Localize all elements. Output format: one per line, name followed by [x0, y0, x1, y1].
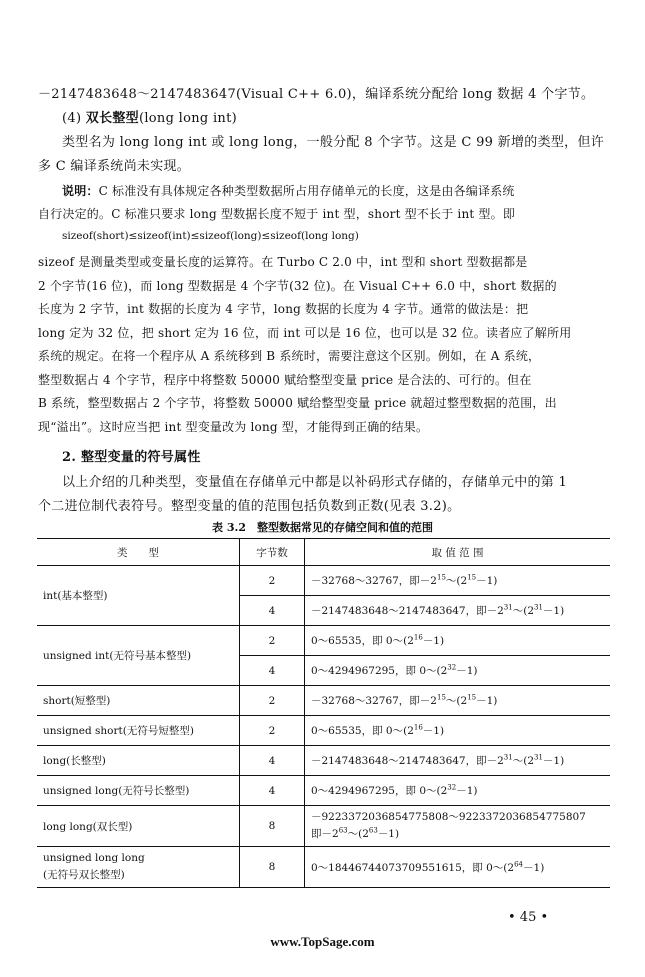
- type-cell: int(基本整型): [37, 566, 240, 626]
- footer-url: www.TopSage.com: [270, 934, 375, 949]
- range-cell: －2147483648～2147483647，即$-2^{31}\sim(2^{31}-1)$: [305, 596, 611, 626]
- header-bytes: 字节数: [240, 539, 305, 566]
- table-row: [37, 776, 610, 806]
- note-line: 系统的规定。在将一个程序从 A 系统移到 B 系统时，需要注意这个区别。例如，在 A 系统，: [38, 349, 541, 363]
- page-number: • 45 •: [508, 910, 549, 925]
- note-line: B 系统，整型数据占 2 个字节，将整数 50000 赋给整型变量 price 就超过整型数据的范围，出: [38, 396, 557, 410]
- bytes-cell: 2: [240, 716, 305, 746]
- table-row: [37, 806, 610, 847]
- note-line: 现“溢出”。这时应当把 int 型变量改为 long 型，才能得到正确的结果。: [38, 420, 429, 434]
- bytes-cell: 4: [240, 776, 305, 806]
- range-cell: －32768～32767，即$-2^{15}\sim(2^{15}-1)$: [305, 566, 611, 596]
- type-cell: short(短整型): [37, 686, 240, 716]
- formula: sizeof(short)≤sizeof(int)≤sizeof(long)≤sizeof(long long): [62, 230, 359, 242]
- note-line: long 定为 32 位，把 short 定为 16 位，而 int 可以是 16 位，也可以是 32 位。读者应了解所用: [38, 326, 572, 340]
- bytes-cell: 2: [240, 686, 305, 716]
- range-cell: 0～18446744073709551615，即 $0\sim(2^{64}-1)$: [305, 847, 611, 888]
- range-cell: 0～65535，即 $0\sim(2^{16}-1)$: [305, 626, 611, 656]
- text-line: 以上介绍的几种类型，变量值在存储单元中都是以补码形式存储的，存储单元中的第 1: [62, 475, 568, 490]
- type-cell: long(长整型): [37, 746, 240, 776]
- range-cell: －2147483648～2147483647，即$-2^{31}\sim(2^{31}-1)$: [305, 746, 611, 776]
- bytes-cell: 4: [240, 746, 305, 776]
- bytes-cell: 2: [240, 626, 305, 656]
- table-row: [37, 716, 610, 746]
- note-line: 2 个字节(16 位)，而 long 型数据是 4 个字节(32 位)。在 Visual C++ 6.0 中，short 数据的: [38, 279, 557, 293]
- table-header-row: [37, 539, 610, 566]
- range-cell: －9223372036854775808～9223372036854775807 即$-2^{63}\sim(2^{63}-1)$: [305, 806, 611, 847]
- table-row: [37, 746, 610, 776]
- bytes-cell: 4: [240, 596, 305, 626]
- bytes-cell: 4: [240, 656, 305, 686]
- section-heading: 2. 整型变量的符号属性: [62, 450, 201, 465]
- range-cell: 0～4294967295，即 $0\sim(2^{32}-1)$: [305, 776, 611, 806]
- table-row: [37, 847, 610, 888]
- note-line: 长度为 2 字节，int 数据的长度为 4 字节，long 数据的长度为 4 字节。通常的做法是：把: [38, 302, 529, 316]
- text-line: 个二进位制代表符号。整型变量的值的范围包括负数到正数(见表 3.2)。: [38, 499, 461, 514]
- text-line: 多 C 编译系统尚未实现。: [38, 159, 191, 174]
- table-row: [37, 626, 610, 656]
- table-caption: 表 3.2 整型数据常见的存储空间和值的范围: [212, 521, 433, 534]
- table-row: [37, 686, 610, 716]
- header-range: 取 值 范 围: [305, 539, 611, 566]
- header-type: 类 型: [37, 539, 240, 566]
- type-cell: unsigned long long (无符号双长整型): [43, 852, 145, 881]
- bytes-cell: 2: [240, 566, 305, 596]
- bytes-cell: 8: [240, 806, 305, 847]
- table-row: [37, 566, 610, 596]
- type-cell: long long(双长型): [37, 806, 240, 847]
- bytes-cell: 8: [240, 847, 305, 888]
- type-cell: unsigned long(无符号长整型): [37, 776, 240, 806]
- subsection-heading: (4) 双长整型(long long int): [62, 111, 237, 126]
- range-cell: 0～65535，即 $0\sim(2^{16}-1)$: [305, 716, 611, 746]
- note-line: 说明：C 标准没有具体规定各种类型数据所占用存储单元的长度，这是由各编译系统: [62, 184, 515, 198]
- type-cell: unsigned int(无符号基本整型): [37, 626, 240, 686]
- note-line: 整型数据占 4 个字节，程序中将整数 50000 赋给整型变量 price 是合法的、可行的。但在: [38, 373, 532, 387]
- text-line: －2147483648～2147483647(Visual C++ 6.0)，编译系统分配给 long 数据 4 个字节。: [38, 87, 595, 102]
- integer-types-table: [37, 538, 610, 888]
- note-line: sizeof 是测量类型或变量长度的运算符。在 Turbo C 2.0 中，int 型和 short 型数据都是: [38, 255, 528, 269]
- range-cell: 0～4294967295，即 $0\sim(2^{32}-1)$: [305, 656, 611, 686]
- text-line: 类型名为 long long int 或 long long，一般分配 8 个字节。这是 C 99 新增的类型，但许: [62, 135, 605, 150]
- type-cell: unsigned short(无符号短整型): [37, 716, 240, 746]
- note-line: 自行决定的。C 标准只要求 long 型数据长度不短于 int 型，short 型不长于 int 型。即: [38, 207, 516, 221]
- range-cell: －32768～32767，即$-2^{15}\sim(2^{15}-1)$: [305, 686, 611, 716]
